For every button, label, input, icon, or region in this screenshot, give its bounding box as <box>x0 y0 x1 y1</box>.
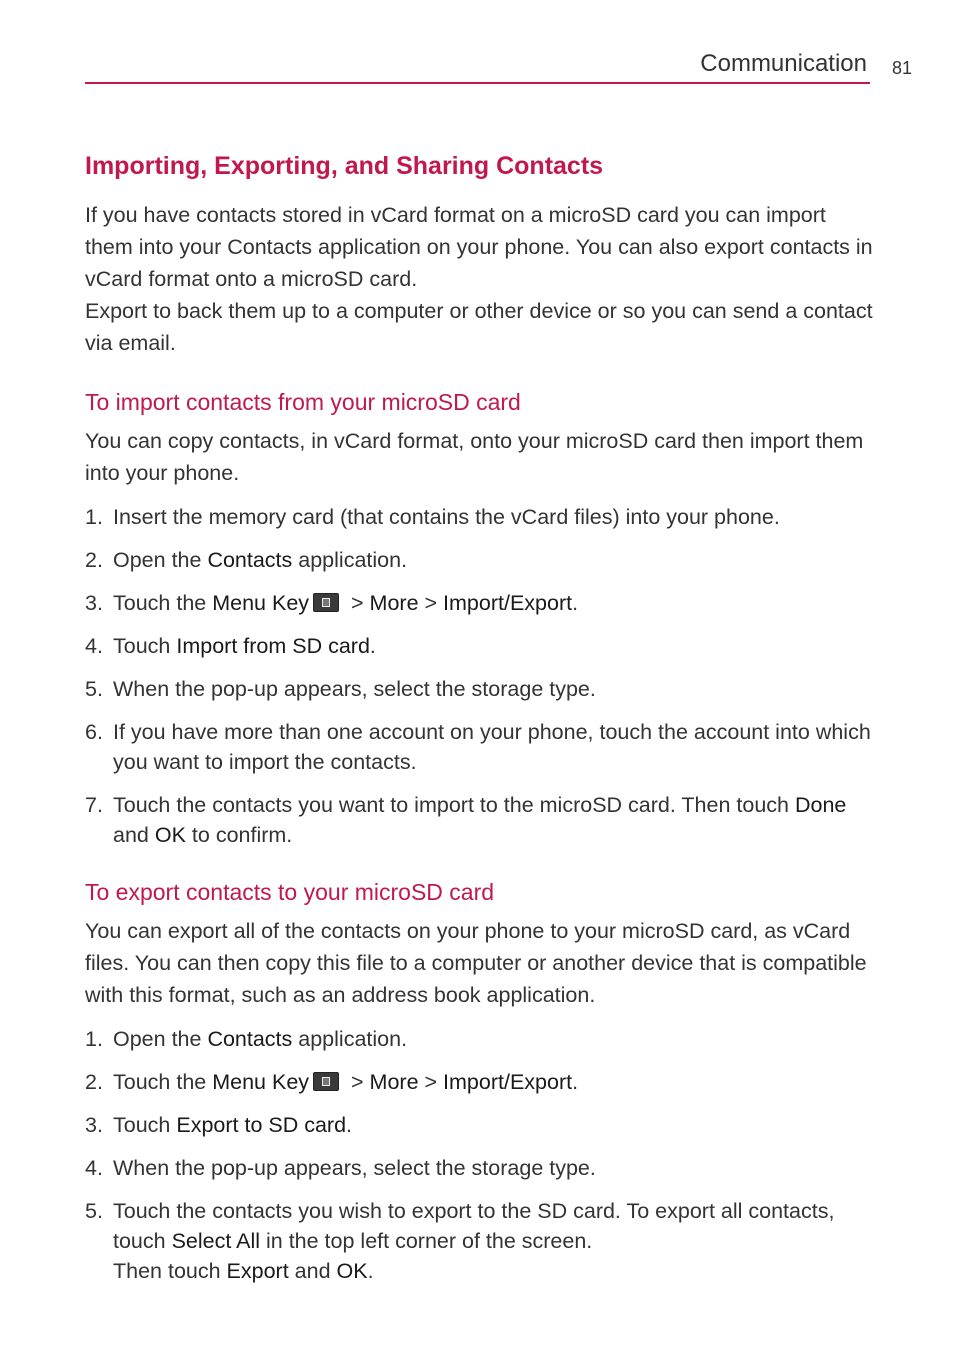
export-step-1 <box>85 1024 875 1054</box>
step-number: 3. <box>85 591 103 615</box>
export-to-sd-label: Export to SD card <box>176 1113 347 1137</box>
import-export-label: Import/Export <box>443 1070 573 1094</box>
step-text: to confirm. <box>185 823 293 847</box>
step-text: Touch <box>113 1113 177 1137</box>
export-label: Export <box>226 1259 289 1283</box>
step-number: 5. <box>85 677 103 701</box>
import-description: You can copy contacts, in vCard format, onto your microSD card then import them into your phone. <box>85 429 864 485</box>
import-heading: To import contacts from your microSD card <box>85 389 521 415</box>
separator: > <box>345 1070 370 1094</box>
page-number: 81 <box>892 58 913 78</box>
intro-paragraph-2: Export to back them up to a computer or other device or so you can send a contact via email. <box>85 299 873 355</box>
step-text: Touch the contacts you want to import to the microSD card. Then touch <box>113 793 795 817</box>
step-number: 1. <box>85 505 103 529</box>
step-number: 4. <box>85 634 103 658</box>
contacts-app-label: Contacts <box>207 1027 293 1051</box>
page-content <box>85 150 875 1299</box>
step-text: Touch the <box>113 591 213 615</box>
step-number: 5. <box>85 1199 103 1223</box>
export-step-2 <box>85 1067 875 1097</box>
export-step-5 <box>85 1196 875 1286</box>
menu-key-label: Menu Key <box>212 1070 310 1094</box>
step-text: Open the <box>113 1027 208 1051</box>
step-number: 2. <box>85 1070 103 1094</box>
import-step-4 <box>85 631 875 661</box>
menu-key-icon <box>313 1072 339 1091</box>
step-text: application. <box>292 548 408 572</box>
step-text: Touch the <box>113 1070 213 1094</box>
step-number: 7. <box>85 793 103 817</box>
import-from-sd-label: Import from SD card <box>176 634 370 658</box>
import-step-6 <box>85 717 875 777</box>
step-text: and <box>288 1259 337 1283</box>
step-text: Open the <box>113 548 208 572</box>
export-description: You can export all of the contacts on your phone to your microSD card, as vCard files. You can then copy this file to a computer or another device that is compatible with this format, such as an address book application. <box>85 919 867 1007</box>
export-heading: To export contacts to your microSD card <box>85 879 495 905</box>
separator: > <box>418 591 444 615</box>
step-text: When the pop-up appears, select the storage type. <box>113 677 596 701</box>
more-label: More <box>369 1070 419 1094</box>
step-text: . <box>367 1259 374 1283</box>
contacts-app-label: Contacts <box>207 548 293 572</box>
step-text: Then touch <box>113 1259 227 1283</box>
step-text: . <box>572 591 579 615</box>
page-header <box>85 48 870 84</box>
step-text: . <box>572 1070 579 1094</box>
ok-label: OK <box>154 823 186 847</box>
step-line-2 <box>113 1256 875 1286</box>
more-label: More <box>369 591 419 615</box>
export-step-3 <box>85 1110 875 1140</box>
done-label: Done <box>794 793 847 817</box>
intro-paragraph: If you have contacts stored in vCard format on a microSD card you can import them into your Contacts application on your phone. You can also export contacts in vCard format onto a microSD card. <box>85 203 873 291</box>
page-title: Importing, Exporting, and Sharing Contacts <box>85 152 604 180</box>
select-all-label: Select All <box>171 1229 261 1253</box>
step-text: application. <box>292 1027 408 1051</box>
import-export-label: Import/Export <box>443 591 573 615</box>
step-text: and <box>113 823 155 847</box>
import-step-5 <box>85 674 875 704</box>
step-text: in the top left corner of the screen. <box>260 1229 593 1253</box>
separator: > <box>345 591 370 615</box>
step-number: 3. <box>85 1113 103 1137</box>
step-text: . <box>346 1113 353 1137</box>
import-step-7 <box>85 790 875 850</box>
import-steps <box>85 502 875 850</box>
export-steps <box>85 1024 875 1286</box>
step-number: 2. <box>85 548 103 572</box>
import-step-2 <box>85 545 875 575</box>
import-step-1 <box>85 502 875 532</box>
export-step-4 <box>85 1153 875 1183</box>
menu-key-label: Menu Key <box>212 591 310 615</box>
step-text: Insert the memory card (that contains the vCard files) into your phone. <box>113 505 780 529</box>
step-text: Touch <box>113 634 177 658</box>
step-number: 6. <box>85 720 103 744</box>
import-step-3 <box>85 588 875 618</box>
step-text: If you have more than one account on your phone, touch the account into which you want to import the contacts. <box>113 720 871 774</box>
section-title: Communication <box>700 50 867 77</box>
menu-key-icon <box>313 593 339 612</box>
step-text: . <box>369 634 376 658</box>
step-number: 1. <box>85 1027 103 1051</box>
ok-label: OK <box>336 1259 368 1283</box>
step-text: Touch the contacts you wish to export to the SD card. To export all contacts, touch <box>113 1199 835 1253</box>
separator: > <box>418 1070 444 1094</box>
step-text: When the pop-up appears, select the storage type. <box>113 1156 596 1180</box>
step-number: 4. <box>85 1156 103 1180</box>
